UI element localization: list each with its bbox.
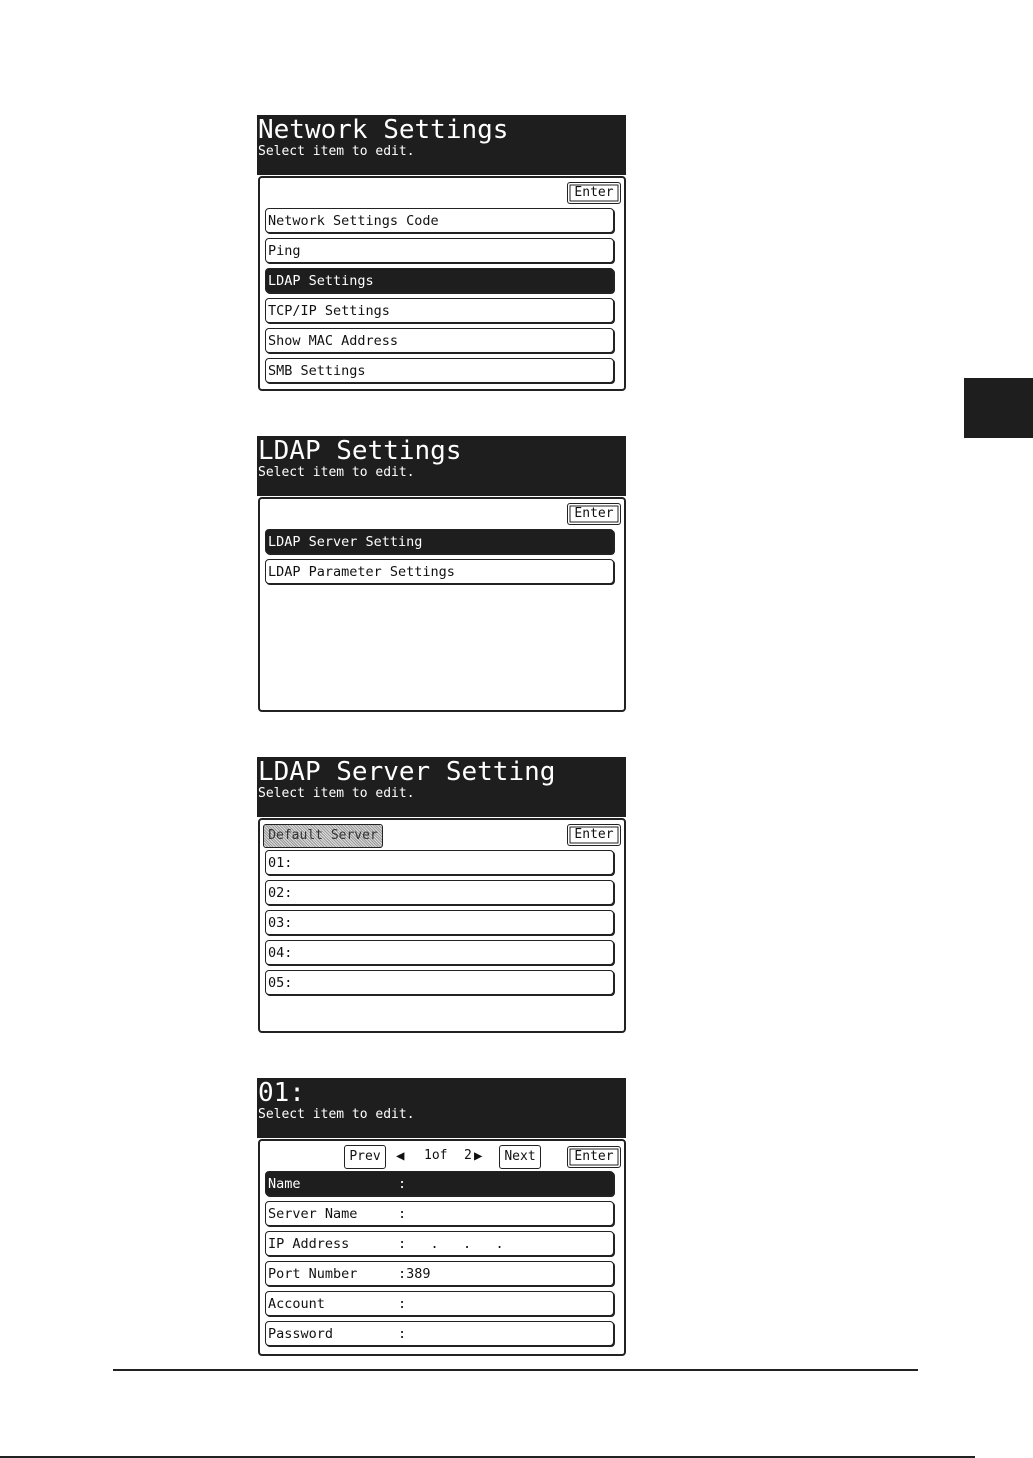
field-label: Password <box>268 1326 334 1342</box>
page-current: 1of <box>424 1148 448 1163</box>
screen-header <box>257 436 626 496</box>
menu-panel <box>258 176 626 391</box>
menu-item-network-settings-code[interactable]: Network Settings Code <box>265 208 614 233</box>
enter-button[interactable]: Enter <box>567 182 621 204</box>
field-value: : <box>398 1176 407 1192</box>
page-total: 2 <box>464 1148 472 1163</box>
ldap-server-setting-screen <box>257 757 626 1033</box>
field-name[interactable] <box>265 1171 614 1196</box>
menu-item-smb-settings[interactable]: SMB Settings <box>265 358 614 383</box>
enter-button[interactable]: Enter <box>567 503 621 525</box>
field-password[interactable] <box>265 1321 614 1346</box>
menu-item-ping[interactable]: Ping <box>265 238 614 263</box>
detail-panel <box>258 1139 626 1356</box>
field-label: Port Number <box>268 1266 358 1282</box>
menu-item-tcpip-settings[interactable]: TCP/IP Settings <box>265 298 614 323</box>
server-slot-02[interactable]: 02: <box>265 880 614 905</box>
menu-item-ldap-server-setting[interactable]: LDAP Server Setting <box>265 529 614 554</box>
menu-item-show-mac-address[interactable]: Show MAC Address <box>265 328 614 353</box>
menu-item-ldap-settings[interactable]: LDAP Settings <box>265 268 614 293</box>
screen-header <box>257 1078 626 1138</box>
screen-header <box>257 115 626 175</box>
menu-item-ldap-parameter-settings[interactable]: LDAP Parameter Settings <box>265 559 614 584</box>
server-slot-04[interactable]: 04: <box>265 940 614 965</box>
page-left-arrow-icon[interactable]: ◀ <box>396 1148 405 1164</box>
screen-subtitle: Select item to edit. <box>258 786 415 801</box>
field-server-name[interactable] <box>265 1201 614 1226</box>
field-value: : <box>398 1206 407 1222</box>
page-right-arrow-icon[interactable]: ▶ <box>474 1148 483 1164</box>
menu-panel <box>258 818 626 1033</box>
screen-title: 01: <box>258 1078 305 1108</box>
default-server-button[interactable]: Default Server <box>263 824 383 848</box>
network-settings-screen <box>257 115 626 391</box>
server-slot-03[interactable]: 03: <box>265 910 614 935</box>
next-button[interactable]: Next <box>499 1145 541 1169</box>
field-label: Account <box>268 1296 325 1312</box>
screen-subtitle: Select item to edit. <box>258 144 415 159</box>
screen-subtitle: Select item to edit. <box>258 465 415 480</box>
field-label: Name <box>268 1176 301 1192</box>
screen-title: LDAP Server Setting <box>258 757 556 787</box>
server-slot-05[interactable]: 05: <box>265 970 614 995</box>
screen-title: Network Settings <box>258 115 509 145</box>
field-value: :389 <box>398 1266 431 1282</box>
chapter-side-tab <box>964 378 1033 438</box>
enter-button[interactable]: Enter <box>567 824 621 846</box>
server-detail-screen <box>257 1078 626 1356</box>
footer-rule <box>113 1369 918 1371</box>
field-ip-address[interactable] <box>265 1231 614 1256</box>
menu-panel <box>258 497 626 712</box>
screen-header <box>257 757 626 817</box>
screen-subtitle: Select item to edit. <box>258 1107 415 1122</box>
field-account[interactable] <box>265 1291 614 1316</box>
enter-button[interactable]: Enter <box>567 1146 621 1168</box>
bottom-rule <box>0 1456 975 1458</box>
server-slot-01[interactable]: 01: <box>265 850 614 875</box>
field-port-number[interactable] <box>265 1261 614 1286</box>
screen-title: LDAP Settings <box>258 436 462 466</box>
field-label: Server Name <box>268 1206 358 1222</box>
field-label: IP Address <box>268 1236 350 1252</box>
prev-button[interactable]: Prev <box>344 1145 386 1169</box>
ldap-settings-screen <box>257 436 626 712</box>
field-value: : <box>398 1326 407 1342</box>
field-value: : . . . <box>398 1236 504 1252</box>
field-value: : <box>398 1296 407 1312</box>
